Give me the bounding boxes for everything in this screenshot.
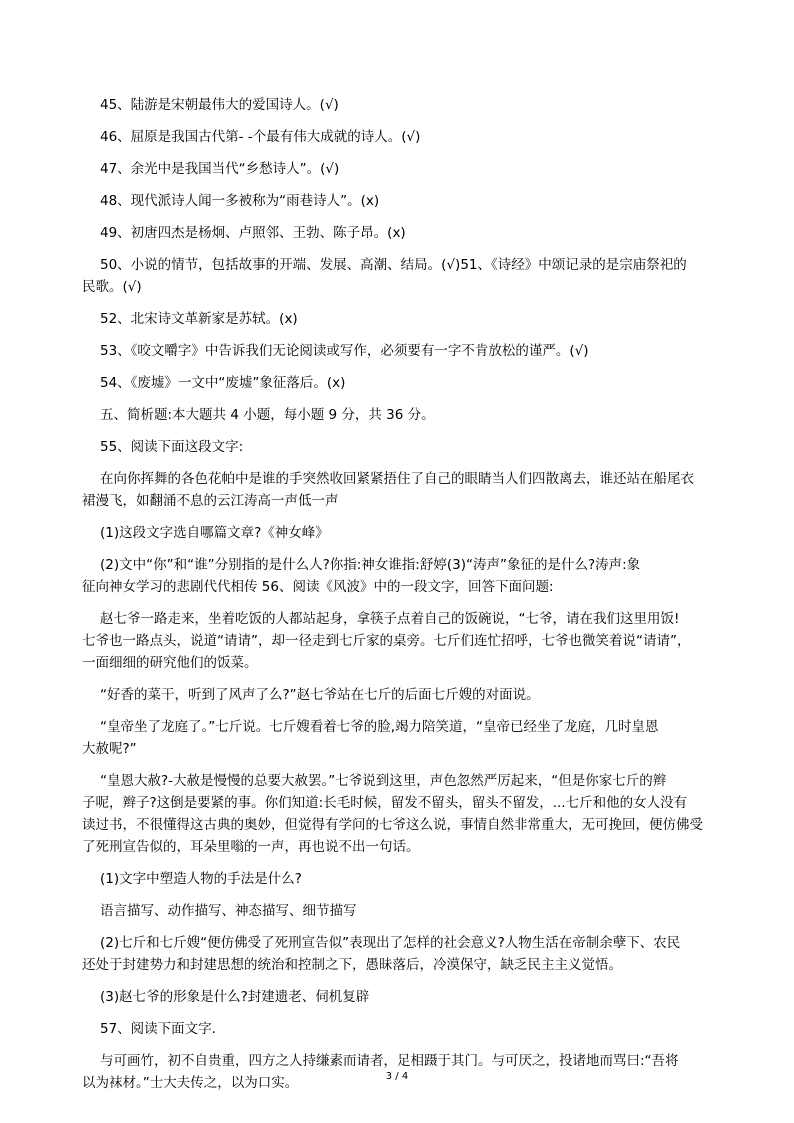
item-45: 45、陆游是宋朝最伟大的爱国诗人。(√) (100, 97, 339, 113)
passage-55 (82, 468, 708, 512)
item-52: 52、北宋诗文革新家是苏轼。(x) (100, 311, 298, 327)
passage-56-c-line-1: “皇帝坐了龙庭了。”七斤说。七斤嫂看着七爷的脸,竭力陪笑道，“皇帝已经坐了龙庭，几时皇恩 (100, 719, 659, 735)
passage-56-a-line-3: 一面细细的研究他们的饭菜。 (82, 655, 258, 671)
item-56-question-3: (3)赵七爷的形象是什么?封建遗老、伺机复辟 (100, 989, 370, 1005)
item-55: 55、阅读下面这段文字: (100, 439, 244, 455)
item-56-question-2-line-1: (2)七斤和七斤嫂“便仿佛受了死刑宣告似”表现出了怎样的社会意义?人物生活在帝制余孽下、农民 (100, 935, 681, 951)
passage-57-line-1: 与可画竹，初不自贵重，四方之人持缣素而请者，足相蹑于其门。与可厌之，投诸地而骂曰:“吾将 (100, 1053, 679, 1069)
item-53: 53、《咬文嚼字》中告诉我们无论阅读或写作，必须要有一字不肯放松的谨严。(√) (100, 343, 589, 359)
passage-55-line-2: 裙漫飞，如翻涌不息的云江涛高一声低一声 (82, 493, 339, 509)
item-56-question-1: (1)文字中塑造人物的手法是什么? (100, 871, 302, 887)
passage-56-d-line-2: 子呢，辫子?这倒是要紧的事。你们知道:长毛时候，留发不留头，留头不留发，...七斤和他的女人没有 (82, 795, 688, 811)
item-55-question-1: (1)这段文字选自哪篇文章?《神女峰》 (100, 525, 329, 541)
passage-56-a (82, 608, 708, 674)
passage-57-line-2: 以为袜材。”士大夫传之，以为口实。 (82, 1075, 299, 1091)
passage-55-line-1: 在向你挥舞的各色花帕中是谁的手突然收回紧紧捂住了自己的眼睛当人们四散离去，谁还站在船尾衣 (100, 471, 694, 487)
item-56-answer-1: 语言描写、动作描写、神态描写、细节描写 (100, 903, 357, 919)
item-55-question-2 (82, 554, 708, 598)
passage-56-a-line-2: 七爷也一路点头，说道“请请”，却一径走到七斤家的桌旁。七斤们连忙招呼，七爷也微笑着说“请请”， (82, 633, 691, 649)
document-body (82, 94, 708, 1104)
item-50-51 (82, 254, 708, 298)
item-55-question-2-line-1: (2)文中“你”和“谁”分别指的是什么人?你指:神女谁指:舒婷(3)“涛声”象征的是什么?涛声:象 (100, 557, 641, 573)
item-49: 49、初唐四杰是杨炯、卢照邻、王勃、陈子昂。(x) (100, 225, 406, 241)
item-48: 48、现代派诗人闻一多被称为“雨巷诗人”。(x) (100, 193, 380, 209)
item-50-line-2: 民歌。(√) (82, 279, 142, 295)
passage-56-c (82, 716, 708, 760)
item-54: 54、《废墟》一文中“废墟”象征落后。(x) (100, 375, 346, 391)
passage-56-d (82, 770, 708, 858)
section-heading-5: 五、简析题:本大题共 4 小题，每小题 9 分，共 36 分。 (100, 407, 435, 423)
item-47: 47、余光中是我国当代“乡愁诗人”。(√) (100, 161, 340, 177)
passage-56-d-line-4: 了死刑宣告似的，耳朵里嗡的一声，再也说不出一句话。 (82, 839, 420, 855)
page-number: 3 / 4 (385, 1071, 409, 1082)
passage-56-d-line-3: 读过书，不很懂得这古典的奥妙，但觉得有学问的七爷这么说，事情自然非常重大，无可挽回，便仿佛受 (82, 817, 703, 833)
passage-56-b: “好香的菜干，听到了风声了么?”赵七爷站在七斤的后面七斤嫂的对面说。 (100, 687, 540, 703)
item-55-question-2-line-2: 征向神女学习的悲剧代代相传 56、阅读《风波》中的一段文字，回答下面问题: (82, 579, 554, 595)
passage-56-d-line-1: “皇恩大赦?-大赦是慢慢的总要大赦罢。”七爷说到这里，声色忽然严厉起来，“但是你家七斤的辫 (100, 773, 667, 789)
passage-56-c-line-2: 大赦呢?” (82, 741, 137, 757)
item-50-line-1: 50、小说的情节，包括故事的开端、发展、高潮、结局。(√)51、《诗经》中颂记录的是宗庙祭祀的 (100, 257, 687, 273)
item-57: 57、阅读下面文字. (100, 1021, 216, 1037)
item-56-question-2 (82, 932, 708, 976)
item-56-question-2-line-2: 还处于封建势力和封建思想的统治和控制之下，愚昧落后，冷漠保守，缺乏民主主义觉悟。 (82, 957, 622, 973)
item-46: 46、屈原是我国古代第- -个最有伟大成就的诗人。(√) (100, 129, 421, 145)
passage-56-a-line-1: 赵七爷一路走来，坐着吃饭的人都站起身，拿筷子点着自己的饭碗说，“七爷，请在我们这里用饭! (100, 611, 680, 627)
